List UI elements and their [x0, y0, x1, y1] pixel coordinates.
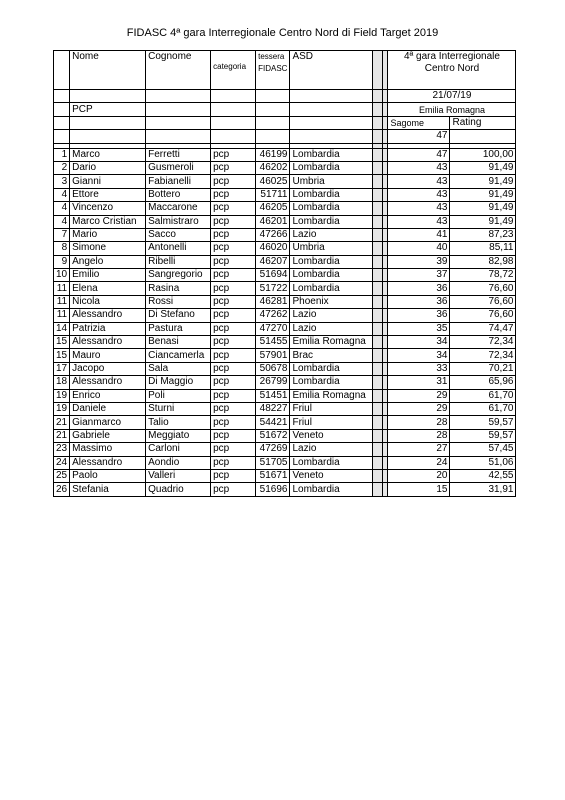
cell-tessera: 46025: [256, 175, 290, 188]
cell-cognome: Maccarone: [146, 202, 211, 215]
cell-rating: 65,96: [450, 376, 516, 389]
table-row: [54, 362, 516, 375]
cell-rating: 72,34: [450, 336, 516, 349]
cell-pos: 9: [54, 255, 70, 268]
table-row: [54, 416, 516, 429]
cell-nome: Enrico: [70, 389, 146, 402]
cell-tessera: 51722: [256, 282, 290, 295]
cell-cognome: Talio: [146, 416, 211, 429]
cell-gap: [373, 336, 383, 349]
table-row: [54, 483, 516, 496]
cell-tessera: 51671: [256, 469, 290, 482]
cell-rating: 91,49: [450, 202, 516, 215]
table-row: [54, 469, 516, 482]
cell-rating: 91,49: [450, 175, 516, 188]
header-cognome: Cognome: [146, 51, 211, 90]
cell-sagome: 43: [388, 188, 450, 201]
cell-asd: Friul: [290, 416, 373, 429]
cell-gap: [373, 389, 383, 402]
cell-tessera: 46207: [256, 255, 290, 268]
cell-gap: [373, 269, 383, 282]
max-sagome: 47: [388, 130, 450, 143]
cell-categoria: pcp: [211, 202, 256, 215]
cell-sagome: 20: [388, 469, 450, 482]
cell-cognome: Benasi: [146, 336, 211, 349]
cell-pos: 15: [54, 336, 70, 349]
cell-tessera: 47266: [256, 228, 290, 241]
cell-nome: Alessandro: [70, 376, 146, 389]
cell-cognome: Fabianelli: [146, 175, 211, 188]
cell-cognome: Ferretti: [146, 148, 211, 161]
cell-asd: Lombardia: [290, 362, 373, 375]
cell-categoria: pcp: [211, 443, 256, 456]
cell-tessera: 57901: [256, 349, 290, 362]
cell-pos: 18: [54, 376, 70, 389]
cell-nome: Alessandro: [70, 456, 146, 469]
cell-pos: 4: [54, 215, 70, 228]
cell-sagome: 35: [388, 322, 450, 335]
cell-nome: Mauro: [70, 349, 146, 362]
header-event: 4ª gara Interregionale Centro Nord: [388, 51, 516, 90]
cell-sagome: 36: [388, 295, 450, 308]
cell-categoria: pcp: [211, 282, 256, 295]
header-asd: ASD: [290, 51, 373, 90]
cell-tessera: 47262: [256, 309, 290, 322]
cell-rating: 61,70: [450, 402, 516, 415]
cell-tessera: 46202: [256, 161, 290, 174]
cell-rating: 91,49: [450, 161, 516, 174]
table-row: [54, 282, 516, 295]
cell-rating: 100,00: [450, 148, 516, 161]
cell-sagome: 29: [388, 389, 450, 402]
cell-categoria: pcp: [211, 228, 256, 241]
cell-cognome: Di Stefano: [146, 309, 211, 322]
cell-sagome: 15: [388, 483, 450, 496]
cell-rating: 42,55: [450, 469, 516, 482]
cell-pos: 19: [54, 389, 70, 402]
cell-cognome: Gusmeroli: [146, 161, 211, 174]
cell-rating: 31,91: [450, 483, 516, 496]
cell-sagome: 43: [388, 161, 450, 174]
cell-categoria: pcp: [211, 148, 256, 161]
cell-gap: [373, 202, 383, 215]
cell-gap: [373, 469, 383, 482]
cell-sagome: 41: [388, 228, 450, 241]
cell-nome: Mario: [70, 228, 146, 241]
table-row: [54, 443, 516, 456]
cell-asd: Emilia Romagna: [290, 336, 373, 349]
cell-gap: [373, 362, 383, 375]
cell-asd: Lombardia: [290, 202, 373, 215]
cell-nome: Massimo: [70, 443, 146, 456]
cell-pos: 14: [54, 322, 70, 335]
cell-nome: Elena: [70, 282, 146, 295]
cell-nome: Alessandro: [70, 309, 146, 322]
cell-pos: 21: [54, 429, 70, 442]
table-row: [54, 456, 516, 469]
table-row: [54, 295, 516, 308]
cell-rating: 91,49: [450, 188, 516, 201]
cell-tessera: 46281: [256, 295, 290, 308]
cell-nome: Vincenzo: [70, 202, 146, 215]
cell-sagome: 28: [388, 429, 450, 442]
cell-categoria: pcp: [211, 309, 256, 322]
cell-rating: 76,60: [450, 282, 516, 295]
header-rating: Rating: [450, 116, 516, 129]
cell-pos: 4: [54, 202, 70, 215]
cell-asd: Umbria: [290, 175, 373, 188]
cell-asd: Emilia Romagna: [290, 389, 373, 402]
cell-pos: 4: [54, 188, 70, 201]
cell-cognome: Valleri: [146, 469, 211, 482]
cell-cognome: Sangregorio: [146, 269, 211, 282]
cell-gap: [373, 443, 383, 456]
cell-asd: Lombardia: [290, 215, 373, 228]
cell-pos: 21: [54, 416, 70, 429]
cell-gap: [373, 322, 383, 335]
cell-rating: 85,11: [450, 242, 516, 255]
cell-gap: [373, 376, 383, 389]
cell-nome: Dario: [70, 161, 146, 174]
cell-nome: Daniele: [70, 402, 146, 415]
cell-cognome: Antonelli: [146, 242, 211, 255]
results-body: [54, 51, 516, 497]
category-row: [54, 103, 516, 116]
cell-cognome: Aondio: [146, 456, 211, 469]
cell-rating: 82,98: [450, 255, 516, 268]
cell-nome: Emilio: [70, 269, 146, 282]
table-row: [54, 389, 516, 402]
cell-cognome: Meggiato: [146, 429, 211, 442]
cell-nome: Simone: [70, 242, 146, 255]
cell-categoria: pcp: [211, 483, 256, 496]
cell-tessera: 46205: [256, 202, 290, 215]
cell-tessera: 51705: [256, 456, 290, 469]
cell-nome: Gabriele: [70, 429, 146, 442]
cell-cognome: Salmistraro: [146, 215, 211, 228]
table-row: [54, 202, 516, 215]
cell-gap: [373, 188, 383, 201]
cell-sagome: 34: [388, 349, 450, 362]
table-row: [54, 242, 516, 255]
cell-tessera: 51694: [256, 269, 290, 282]
cell-nome: Ettore: [70, 188, 146, 201]
cell-pos: 24: [54, 456, 70, 469]
cell-cognome: Quadrio: [146, 483, 211, 496]
cell-pos: 19: [54, 402, 70, 415]
cell-rating: 74,47: [450, 322, 516, 335]
cell-tessera: 47269: [256, 443, 290, 456]
cell-asd: Veneto: [290, 429, 373, 442]
cell-asd: Friul: [290, 402, 373, 415]
cell-nome: Alessandro: [70, 336, 146, 349]
cell-nome: Gianmarco: [70, 416, 146, 429]
cell-gap: [373, 349, 383, 362]
table-row: [54, 376, 516, 389]
cell-sagome: 27: [388, 443, 450, 456]
cell-gap: [373, 402, 383, 415]
cell-gap: [373, 148, 383, 161]
event-date: 21/07/19: [388, 90, 516, 103]
cell-gap: [373, 295, 383, 308]
table-row: [54, 349, 516, 362]
cell-tessera: 46201: [256, 215, 290, 228]
cell-nome: Angelo: [70, 255, 146, 268]
cell-sagome: 43: [388, 202, 450, 215]
cell-categoria: pcp: [211, 188, 256, 201]
header-tessera: tessera FIDASC: [256, 51, 290, 90]
cell-categoria: pcp: [211, 429, 256, 442]
cell-pos: 26: [54, 483, 70, 496]
table-row: [54, 269, 516, 282]
cell-tessera: 51711: [256, 188, 290, 201]
cell-pos: 8: [54, 242, 70, 255]
cell-categoria: pcp: [211, 336, 256, 349]
cell-pos: 11: [54, 282, 70, 295]
cell-nome: Gianni: [70, 175, 146, 188]
cell-rating: 76,60: [450, 295, 516, 308]
cell-asd: Lazio: [290, 322, 373, 335]
cell-gap: [373, 416, 383, 429]
cell-tessera: 54421: [256, 416, 290, 429]
cell-categoria: pcp: [211, 322, 256, 335]
cell-cognome: Sturni: [146, 402, 211, 415]
header-row: [54, 51, 516, 90]
cell-pos: 11: [54, 295, 70, 308]
cell-gap: [373, 161, 383, 174]
cell-rating: 78,72: [450, 269, 516, 282]
cell-nome: Jacopo: [70, 362, 146, 375]
page-title: FIDASC 4ª gara Interregionale Centro Nord di Field Target 2019: [126, 27, 439, 39]
cell-categoria: pcp: [211, 389, 256, 402]
cell-gap: [373, 228, 383, 241]
cell-cognome: Poli: [146, 389, 211, 402]
header-categoria: categoria: [211, 51, 256, 90]
cell-categoria: pcp: [211, 175, 256, 188]
cell-sagome: 34: [388, 336, 450, 349]
cell-gap: [373, 242, 383, 255]
cell-asd: Brac: [290, 349, 373, 362]
cell-pos: 23: [54, 443, 70, 456]
table-row: [54, 161, 516, 174]
cell-rating: 51,06: [450, 456, 516, 469]
cell-categoria: pcp: [211, 161, 256, 174]
cell-gap: [373, 483, 383, 496]
cell-tessera: 26799: [256, 376, 290, 389]
cell-asd: Lombardia: [290, 269, 373, 282]
cell-cognome: Pastura: [146, 322, 211, 335]
cell-gap: [373, 429, 383, 442]
cell-cognome: Sacco: [146, 228, 211, 241]
cell-pos: 1: [54, 148, 70, 161]
results-table: [53, 50, 516, 497]
cell-cognome: Rossi: [146, 295, 211, 308]
cell-rating: 70,21: [450, 362, 516, 375]
cell-nome: Stefania: [70, 483, 146, 496]
cell-asd: Lombardia: [290, 255, 373, 268]
cell-cognome: Ribelli: [146, 255, 211, 268]
cell-categoria: pcp: [211, 242, 256, 255]
cell-nome: Paolo: [70, 469, 146, 482]
cell-gap: [373, 456, 383, 469]
date-row: [54, 90, 516, 103]
cell-sagome: 28: [388, 416, 450, 429]
cell-pos: 10: [54, 269, 70, 282]
cell-cognome: Bottero: [146, 188, 211, 201]
cell-tessera: 51696: [256, 483, 290, 496]
cell-nome: Patrizia: [70, 322, 146, 335]
cell-asd: Lazio: [290, 309, 373, 322]
cell-categoria: pcp: [211, 402, 256, 415]
cell-pos: 2: [54, 161, 70, 174]
cell-categoria: pcp: [211, 295, 256, 308]
cell-asd: Lombardia: [290, 148, 373, 161]
cell-asd: Lombardia: [290, 376, 373, 389]
cell-categoria: pcp: [211, 255, 256, 268]
cell-asd: Phoenix: [290, 295, 373, 308]
event-region: Emilia Romagna: [388, 103, 516, 116]
cell-cognome: Di Maggio: [146, 376, 211, 389]
cell-cognome: Ciancamerla: [146, 349, 211, 362]
category-label: PCP: [70, 103, 146, 116]
cell-cognome: Rasina: [146, 282, 211, 295]
cell-tessera: 47270: [256, 322, 290, 335]
table-row: [54, 188, 516, 201]
cell-asd: Lombardia: [290, 188, 373, 201]
cell-sagome: 29: [388, 402, 450, 415]
cell-gap: [373, 282, 383, 295]
cell-rating: 72,34: [450, 349, 516, 362]
cell-tessera: 46020: [256, 242, 290, 255]
cell-cognome: Sala: [146, 362, 211, 375]
cell-gap: [373, 215, 383, 228]
cell-asd: Veneto: [290, 469, 373, 482]
table-row: [54, 175, 516, 188]
cell-tessera: 51455: [256, 336, 290, 349]
cell-cognome: Carloni: [146, 443, 211, 456]
max-row: [54, 130, 516, 143]
cell-asd: Lazio: [290, 443, 373, 456]
cell-asd: Lombardia: [290, 456, 373, 469]
cell-sagome: 31: [388, 376, 450, 389]
cell-tessera: 48227: [256, 402, 290, 415]
cell-tessera: 51451: [256, 389, 290, 402]
table-row: [54, 402, 516, 415]
table-row: [54, 215, 516, 228]
table-row: [54, 309, 516, 322]
cell-sagome: 47: [388, 148, 450, 161]
subheader-row: [54, 116, 516, 129]
cell-categoria: pcp: [211, 376, 256, 389]
cell-pos: 17: [54, 362, 70, 375]
cell-categoria: pcp: [211, 349, 256, 362]
table-row: [54, 429, 516, 442]
cell-sagome: 39: [388, 255, 450, 268]
cell-gap: [373, 175, 383, 188]
cell-tessera: 50678: [256, 362, 290, 375]
cell-pos: 7: [54, 228, 70, 241]
table-row: [54, 336, 516, 349]
cell-sagome: 43: [388, 175, 450, 188]
header-sagome: Sagome: [388, 116, 450, 129]
table-row: [54, 228, 516, 241]
cell-categoria: pcp: [211, 456, 256, 469]
cell-sagome: 24: [388, 456, 450, 469]
cell-categoria: pcp: [211, 269, 256, 282]
cell-sagome: 37: [388, 269, 450, 282]
cell-categoria: pcp: [211, 469, 256, 482]
cell-asd: Umbria: [290, 242, 373, 255]
cell-sagome: 43: [388, 215, 450, 228]
cell-rating: 59,57: [450, 429, 516, 442]
cell-pos: 3: [54, 175, 70, 188]
cell-sagome: 33: [388, 362, 450, 375]
cell-nome: Marco Cristian: [70, 215, 146, 228]
cell-pos: 25: [54, 469, 70, 482]
cell-asd: Lombardia: [290, 282, 373, 295]
cell-categoria: pcp: [211, 215, 256, 228]
cell-tessera: 46199: [256, 148, 290, 161]
cell-rating: 87,23: [450, 228, 516, 241]
table-row: [54, 322, 516, 335]
header-nome: Nome: [70, 51, 146, 90]
cell-asd: Lazio: [290, 228, 373, 241]
cell-asd: Lombardia: [290, 161, 373, 174]
cell-pos: 11: [54, 309, 70, 322]
cell-sagome: 36: [388, 309, 450, 322]
cell-sagome: 40: [388, 242, 450, 255]
cell-rating: 91,49: [450, 215, 516, 228]
cell-rating: 61,70: [450, 389, 516, 402]
cell-nome: Nicola: [70, 295, 146, 308]
cell-nome: Marco: [70, 148, 146, 161]
cell-gap: [373, 309, 383, 322]
cell-rating: 76,60: [450, 309, 516, 322]
table-row: [54, 255, 516, 268]
cell-asd: Lombardia: [290, 483, 373, 496]
cell-pos: 15: [54, 349, 70, 362]
cell-rating: 57,45: [450, 443, 516, 456]
cell-gap: [373, 255, 383, 268]
table-row: [54, 148, 516, 161]
cell-categoria: pcp: [211, 362, 256, 375]
cell-sagome: 36: [388, 282, 450, 295]
cell-tessera: 51672: [256, 429, 290, 442]
cell-rating: 59,57: [450, 416, 516, 429]
cell-categoria: pcp: [211, 416, 256, 429]
